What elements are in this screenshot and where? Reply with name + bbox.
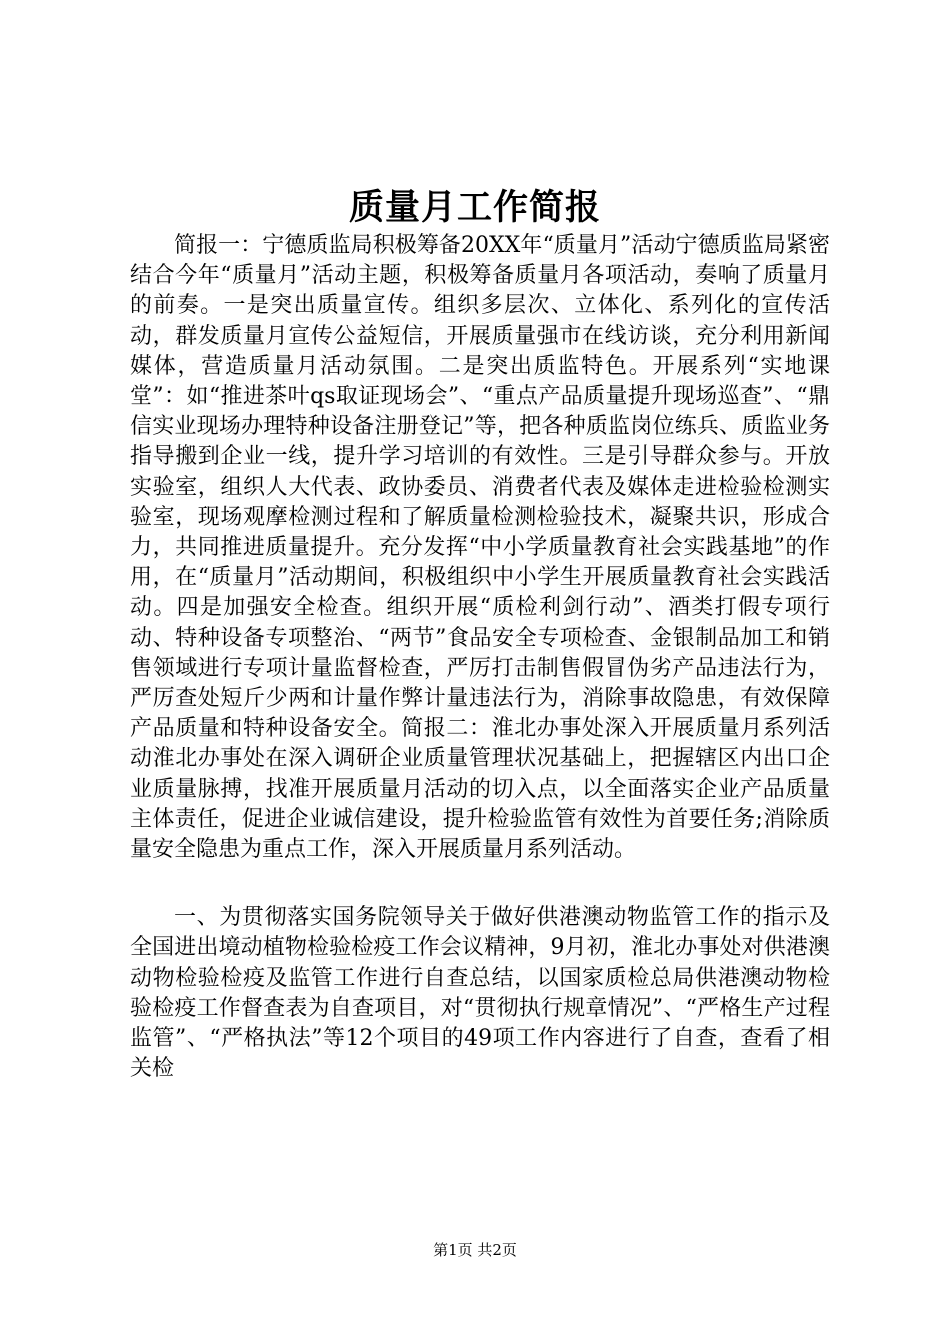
- paragraph-2: 一、为贯彻落实国务院领导关于做好供港澳动物监管工作的指示及全国进出境动植物检验检疫工作会议精神，9月初，淮北办事处对供港澳动物检验检疫及监管工作进行自查总结，以国家质检总局供港澳动物检验检疫工作督查表为自查项目，对“贯彻执行规章情况”、“严格生产过程监管”、“严格执法”等12个项目的49项工作内容进行了自查，查看了相关检: [130, 905, 830, 1082]
- page-footer: 第1页 共2页: [433, 1241, 517, 1259]
- paragraph-1: 简报一：宁德质监局积极筹备20XX年“质量月”活动宁德质监局紧密结合今年“质量月”活动主题，积极筹备质量月各项活动，奏响了质量月的前奏。一是突出质量宣传。组织多层次、立体化、系列化的宣传活动，群发质量月宣传公益短信，开展质量强市在线访谈，充分利用新闻媒体，营造质量月活动氛围。二是突出质监特色。开展系列“实地课堂”：如“推进茶叶qs取证现场会”、“重点产品质量提升现场巡查”、“鼎信实业现场办理特种设备注册登记”等，把各种质监岗位练兵、质监业务指导搬到企业一线，提升学习培训的有效性。三是引导群众参与。开放实验室，组织人大代表、政协委员、消费者代表及媒体走进检验检测实验室，现场观摩检测过程和了解质量检测检验技术，凝聚共识，形成合力，共同推进质量提升。充分发挥“中小学质量教育社会实践基地”的作用，在“质量月”活动期间，积极组织中小学生开展质量教育社会实践活动。四是加强安全检查。组织开展“质检利剑行动”、酒类打假专项行动、特种设备专项整治、“两节”食品安全专项检查、金银制品加工和销售领域进行专项计量监督检查，严厉打击制售假冒伪劣产品违法行为，严厉查处短斤少两和计量作弊计量违法行为，消除事故隐患，有效保障产品质量和特种设备安全。简报二：淮北办事处深入开展质量月系列活动淮北办事处在深入调研企业质量管理状况基础上，把握辖区内出口企业质量脉搏，找准开展质量月活动的切入点，以全面落实企业产品质量主体责任，促进企业诚信建设，提升检验监管有效性为首要任务;消除质量安全隐患为重点工作，深入开展质量月系列活动。: [130, 233, 830, 863]
- document-body: [130, 231, 830, 1084]
- document-title: 质量月工作简报: [348, 187, 601, 228]
